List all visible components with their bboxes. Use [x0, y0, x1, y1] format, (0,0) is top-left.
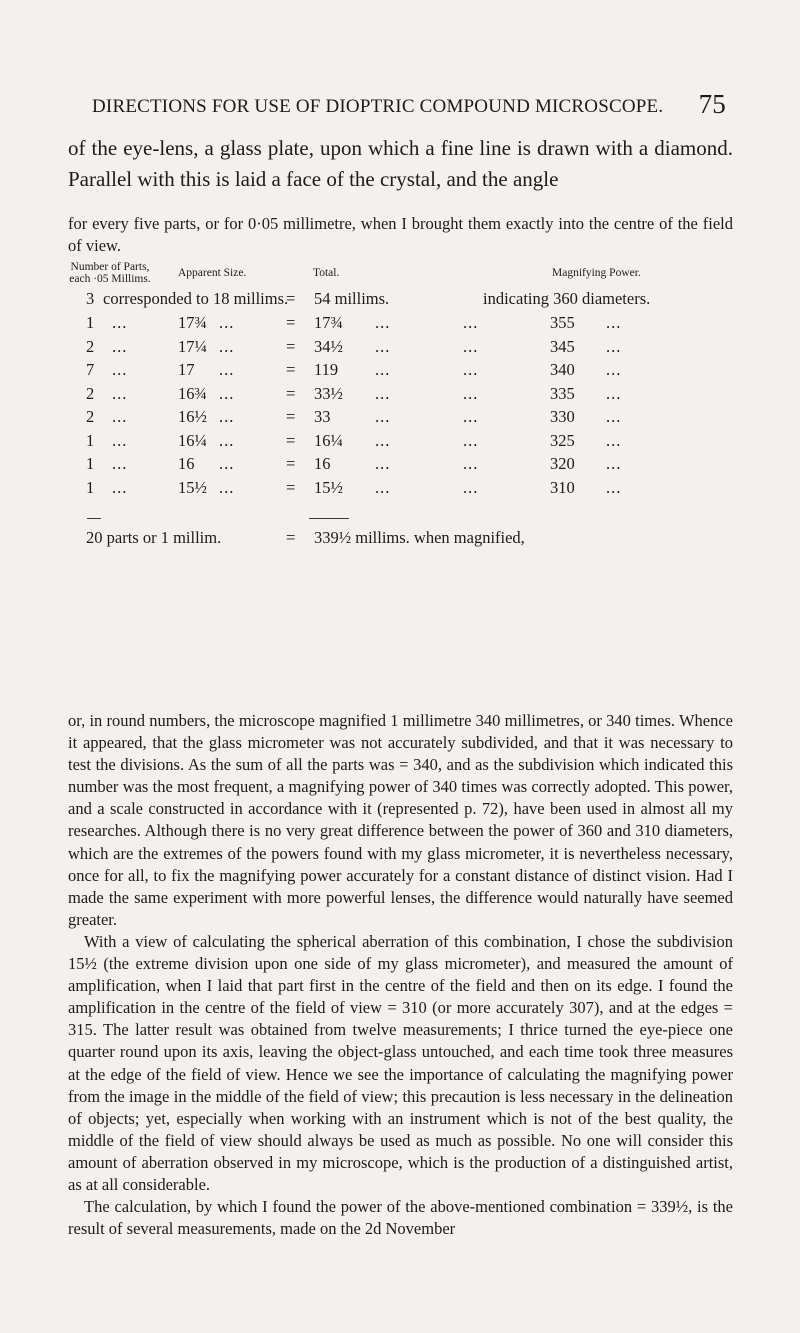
- row-parts: 1: [86, 477, 95, 497]
- row-dots: ...: [219, 477, 235, 497]
- header-total: Total.: [313, 267, 340, 279]
- row-dots: ...: [606, 313, 622, 332]
- row-power: 355: [550, 313, 575, 332]
- row-total: 16: [314, 454, 331, 473]
- row-eq: =: [286, 407, 296, 426]
- row-parts: 1: [86, 313, 95, 332]
- running-title: DIRECTIONS FOR USE OF DIOPTRIC COMPOUND MICROSCOPE.: [92, 96, 664, 117]
- row-parts: 2: [86, 407, 95, 426]
- first-row-total: 54 millims.: [314, 289, 390, 308]
- row-total: 17¾: [314, 313, 343, 332]
- row-eq: =: [286, 360, 296, 379]
- intro-paragraph: of the eye-lens, a glass plate, upon which a fine line is drawn with a diamond. Parallel with this is laid a face of the crystal, and the angle: [68, 136, 733, 191]
- row-eq: =: [286, 454, 296, 473]
- sum-rule-parts: [87, 518, 101, 519]
- row-size: 17¾: [178, 313, 207, 332]
- row-eq: =: [286, 430, 296, 450]
- row-dots: ...: [606, 430, 622, 450]
- row-dots: ...: [463, 360, 479, 379]
- row-size: 16: [178, 454, 195, 473]
- row-eq: =: [286, 313, 296, 332]
- row-eq: =: [286, 383, 296, 403]
- summary-parts: 20 parts or 1 millim.: [86, 528, 222, 547]
- row-power: 325: [550, 430, 575, 450]
- paragraph: The calculation, by which I found the power of the above-mentioned combination = 339½, is the result of several measurements, made on the 2d November: [68, 1197, 733, 1239]
- row-power: 335: [550, 383, 575, 403]
- first-row-parts: 3: [86, 289, 95, 308]
- row-power: 330: [550, 407, 575, 426]
- row-dots: ...: [463, 477, 479, 497]
- page-number: 75: [698, 89, 726, 119]
- paragraph: or, in round numbers, the microscope magnified 1 millimetre 340 millimetres, or 340 times. Whence it appeared, that the glass micrometer was not accurately subdivided, and that it was necessary to test the divisions. As the sum of all the parts was = 340, and as the subdivision which indicated this number was the most frequent, a magnifying power of 340 times was correctly adopted. This power, and a scale constructed in accordance with it (represented p. 72), have been used in almost all my researches. Although there is no very great difference between the power of 360 and 310 diameters, which are the extremes of the powers found with my glass micrometer, it is nevertheless necessary, once for all, to fix the magnifying power accurately for a constant distance of distinct vision. Had I made the same experiment with more powerful lenses, the difference would naturally have seemed greater.: [68, 711, 733, 929]
- row-dots: ...: [219, 454, 235, 473]
- row-parts: 7: [86, 360, 95, 379]
- row-size: 17: [178, 360, 195, 379]
- row-parts: 2: [86, 383, 95, 403]
- running-header: [92, 86, 726, 122]
- row-dots: ...: [112, 454, 128, 473]
- row-dots: ...: [112, 383, 128, 403]
- paragraph: With a view of calculating the spherical aberration of this combination, I chose the subdivision 15½ (the extreme division upon one side of my glass micrometer), and measured the amount of amplification, when I laid that part first in the centre of the field and then on its edge. I found the amplification in the centre of the field of view = 310 (or more accurately 307), and at the edges = 315. The latter result was obtained from twelve measurements; I thrice turned the eye-piece one quarter round upon its axis, leaving the object-glass untouched, and each time took three measures at the edge of the field of view. Hence we see the importance of calculating the magnifying power from the image in the middle of the field of view; this precaution is less necessary in the delineation of objects; yet, especially when working with an instrument which is not of the best quality, the middle of the field of view should always be used as much as possible. No one will consider this amount of aberration observed in my microscope, which is the production of a distinguished artist, as at all considerable.: [68, 931, 733, 1194]
- row-size: 17¼: [178, 336, 207, 356]
- row-dots: ...: [219, 407, 235, 426]
- row-dots: ...: [375, 477, 391, 497]
- header-magnifying-power: Magnifying Power.: [552, 267, 641, 279]
- row-total: 33½: [314, 383, 343, 403]
- row-dots: ...: [606, 407, 622, 426]
- row-dots: ...: [112, 360, 128, 379]
- row-parts: 1: [86, 430, 95, 450]
- first-row-eq: =: [286, 289, 296, 308]
- row-dots: ...: [219, 383, 235, 403]
- row-total: 33: [314, 407, 331, 426]
- row-dots: ...: [375, 407, 391, 426]
- summary-eq: =: [286, 528, 296, 547]
- row-power: 310: [550, 477, 575, 497]
- row-dots: ...: [112, 313, 128, 332]
- row-size: 16½: [178, 407, 207, 426]
- row-eq: =: [286, 477, 296, 497]
- row-power: 345: [550, 336, 575, 356]
- header-apparent-size: Apparent Size.: [178, 267, 247, 279]
- row-size: 15½: [178, 477, 207, 497]
- row-dots: ...: [463, 313, 479, 332]
- sum-rule-total: [309, 518, 349, 519]
- row-dots: ...: [606, 383, 622, 403]
- first-row-size: corresponded to 18 millims.: [103, 289, 289, 308]
- row-total: 16¼: [314, 430, 343, 450]
- row-dots: ...: [375, 383, 391, 403]
- row-parts: 1: [86, 454, 95, 473]
- row-dots: ...: [219, 360, 235, 379]
- row-dots: ...: [375, 336, 391, 356]
- row-dots: ...: [606, 454, 622, 473]
- row-dots: ...: [463, 430, 479, 450]
- row-dots: ...: [375, 430, 391, 450]
- row-total: 119: [314, 360, 339, 379]
- row-dots: ...: [606, 336, 622, 356]
- row-dots: ...: [219, 313, 235, 332]
- row-total: 34½: [314, 336, 343, 356]
- summary-total: 339½ millims. when magnified,: [314, 528, 525, 547]
- row-dots: ...: [463, 336, 479, 356]
- row-dots: ...: [463, 407, 479, 426]
- row-dots: ...: [219, 430, 235, 450]
- body-text: [68, 710, 733, 1240]
- row-total: 15½: [314, 477, 343, 497]
- row-parts: 2: [86, 336, 95, 356]
- row-dots: ...: [112, 336, 128, 356]
- row-dots: ...: [112, 430, 128, 450]
- row-dots: ...: [375, 313, 391, 332]
- row-dots: ...: [112, 477, 128, 497]
- first-row-power: indicating 360 diameters.: [483, 289, 651, 308]
- row-dots: ...: [219, 336, 235, 356]
- row-dots: ...: [112, 407, 128, 426]
- row-dots: ...: [463, 383, 479, 403]
- row-power: 320: [550, 454, 575, 473]
- row-size: 16¼: [178, 430, 207, 450]
- header-parts: Number of Parts, each ·05 Millims.: [69, 261, 151, 285]
- lead-paragraph: for every five parts, or for 0·05 millimetre, when I brought them exactly into the centre of the field of view.: [68, 214, 733, 255]
- row-dots: ...: [606, 360, 622, 379]
- row-dots: ...: [463, 454, 479, 473]
- row-eq: =: [286, 336, 296, 356]
- row-dots: ...: [375, 454, 391, 473]
- row-dots: ...: [606, 477, 622, 497]
- row-dots: ...: [375, 360, 391, 379]
- row-size: 16¾: [178, 383, 207, 403]
- row-power: 340: [550, 360, 575, 379]
